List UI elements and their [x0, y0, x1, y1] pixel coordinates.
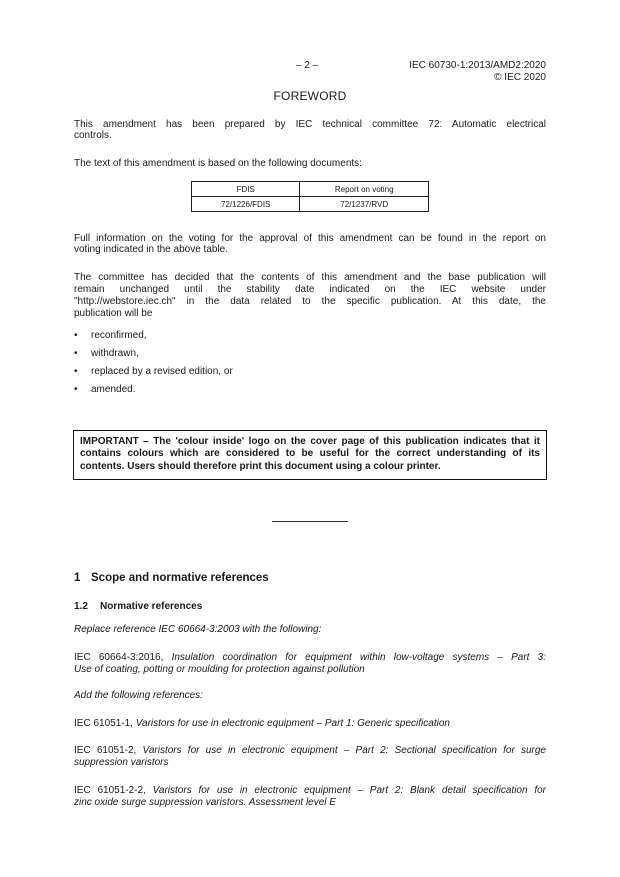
reference-title: Varistors for use in electronic equipment – Part 2: Blank detail specification for [152, 785, 546, 796]
text-line: publication will be [74, 308, 153, 319]
table-header-row [192, 182, 429, 197]
publication-options-list [74, 330, 374, 402]
table-cell-rvd: 72/1237/RVD [300, 197, 429, 212]
list-item-text: withdrawn, [91, 348, 139, 359]
separator-rule [272, 521, 348, 522]
foreword-title: FOREWORD [273, 89, 347, 103]
page-number: – 2 – [296, 60, 319, 71]
reference-iec-60664-3 [74, 652, 546, 676]
section-1-heading [74, 572, 269, 584]
reference-id: IEC 61051-2-2, [74, 785, 153, 796]
subsection-title: Normative references [100, 601, 203, 612]
reference-title: Varistors for use in electronic equipment – Part 2: Sectional specification for surge [142, 745, 546, 756]
table-row [192, 197, 429, 212]
reference-iec-61051-2-2 [74, 785, 546, 809]
reference-iec-61051-1 [74, 718, 546, 730]
foreword-para-2: The text of this amendment is based on the following documents: [74, 158, 362, 169]
table-header-fdis: FDIS [192, 182, 300, 197]
foreword-para-1 [74, 119, 546, 141]
table-header-report: Report on voting [300, 182, 429, 197]
instruction-replace: Replace reference IEC 60664-3:2003 with the following: [74, 624, 322, 635]
bullet-icon: • [74, 384, 78, 395]
bullet-icon: • [74, 330, 78, 341]
subsection-number: 1.2 [74, 601, 88, 612]
text-line: Full information on the voting for the approval of this amendment can be found in the report on [74, 233, 546, 244]
subsection-1-2-heading [74, 601, 202, 612]
reference-id: IEC 60664-3:2016, [74, 652, 172, 663]
copyright: © IEC 2020 [494, 72, 546, 83]
reference-title: Varistors for use in electronic equipment – Part 1: Generic specification [135, 718, 450, 729]
text-line: "http://webstore.iec.ch" in the data related to the specific publication. At this date, the [74, 296, 546, 307]
document-id: IEC 60730-1:2013/AMD2:2020 [409, 60, 546, 71]
list-item-text: replaced by a revised edition, or [91, 366, 233, 377]
list-item [74, 384, 374, 402]
text-line: remain unchanged until the stability date indicated on the IEC website under [74, 284, 546, 295]
important-notice-box: IMPORTANT – The 'colour inside' logo on the cover page of this publication indicates that it contains colours which are considered to be useful for the correct understanding of its contents. Users should therefore print this document using a colour printer. [73, 430, 547, 480]
text-line: voting indicated in the above table. [74, 244, 228, 255]
document-header [409, 60, 546, 84]
reference-title: suppression varistors [74, 757, 169, 768]
reference-title: Insulation coordination for equipment within low-voltage systems – Part 3: [171, 652, 546, 663]
list-item [74, 366, 374, 384]
list-item [74, 348, 374, 366]
reference-title: Use of coating, potting or moulding for protection against pollution [74, 664, 365, 675]
text-line: The committee has decided that the contents of this amendment and the base publication will [74, 272, 546, 283]
bullet-icon: • [74, 348, 78, 359]
table-cell-fdis: 72/1226/FDIS [192, 197, 300, 212]
bullet-icon: • [74, 366, 78, 377]
list-item [74, 330, 374, 348]
text-line: controls. [74, 130, 112, 141]
list-item-text: reconfirmed, [91, 330, 147, 341]
reference-id: IEC 61051-1, [74, 718, 136, 729]
list-item-text: amended. [91, 384, 136, 395]
documents-table [191, 181, 429, 212]
foreword-para-3 [74, 233, 546, 255]
section-title: Scope and normative references [91, 572, 269, 584]
foreword-para-4 [74, 272, 546, 320]
section-number: 1 [74, 572, 81, 584]
reference-id: IEC 61051-2, [74, 745, 143, 756]
reference-iec-61051-2 [74, 745, 546, 769]
text-line: This amendment has been prepared by IEC technical committee 72: Automatic electrical [74, 119, 546, 130]
instruction-add: Add the following references: [74, 690, 203, 701]
reference-title: zinc oxide surge suppression varistors. Assessment level E [74, 797, 336, 808]
